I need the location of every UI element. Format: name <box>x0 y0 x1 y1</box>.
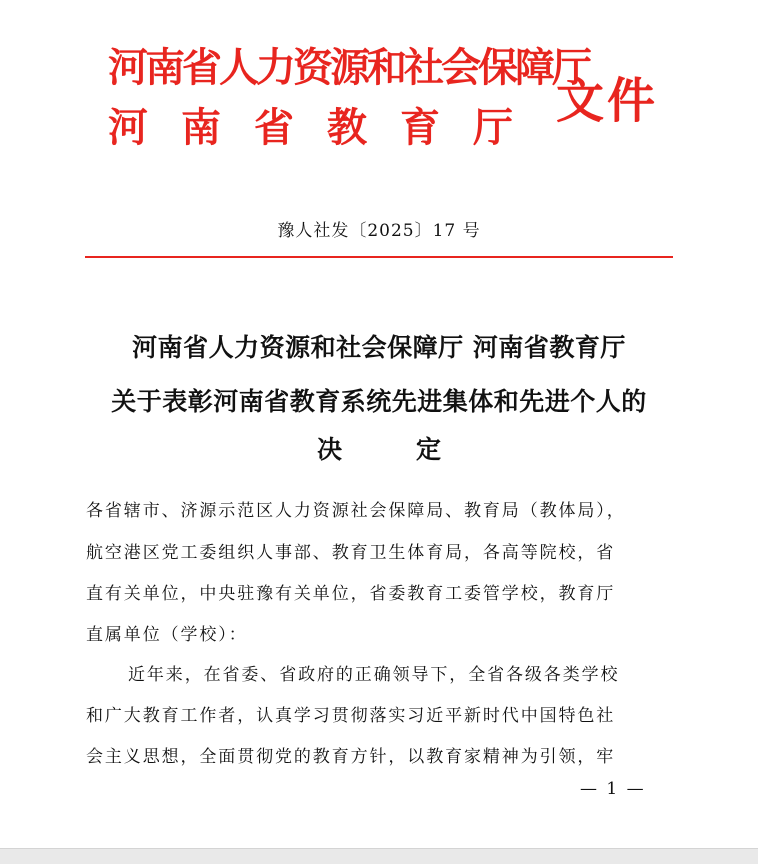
document-number: 豫人社发〔2025〕17 号 <box>277 221 481 241</box>
recipients-line: 航空港区党工委组织人事部、教育卫生体育局，各高等院校，省 <box>86 543 616 563</box>
viewer-bottom-edge <box>0 848 758 864</box>
recipients-line: 直有关单位，中央驻豫有关单位，省委教育工委管学校，教育厅 <box>86 584 616 604</box>
recipients-line: 直属单位（学校）： <box>86 625 248 645</box>
document-title-line-1: 河南省人力资源和社会保障厅 河南省教育厅 <box>132 333 626 362</box>
document-title-line-3: 决定 <box>316 435 515 464</box>
paragraph-line: 会主义思想，全面贯彻党的教育方针，以教育家精神为引领，牢 <box>86 747 616 767</box>
recipients-line: 各省辖市、济源示范区人力资源社会保障局、教育局（教体局）， <box>86 501 626 521</box>
paragraph-line: 和广大教育工作者，认真学习贯彻落实习近平新时代中国特色社 <box>86 706 616 726</box>
issuer-name-education-dept: 河南省教育厅 <box>108 104 546 151</box>
paragraph-line: 近年来，在省委、省政府的正确领导下，全省各级各类学校 <box>128 665 620 685</box>
document-title-line-2: 关于表彰河南省教育系统先进集体和先进个人的 <box>111 387 647 416</box>
issuer-name-hr-dept: 河南省人力资源和社会保障厅 <box>108 44 589 91</box>
page-number: — 1 — <box>580 779 646 799</box>
red-divider-line <box>85 256 673 258</box>
document-type-label: 文件 <box>556 73 659 129</box>
